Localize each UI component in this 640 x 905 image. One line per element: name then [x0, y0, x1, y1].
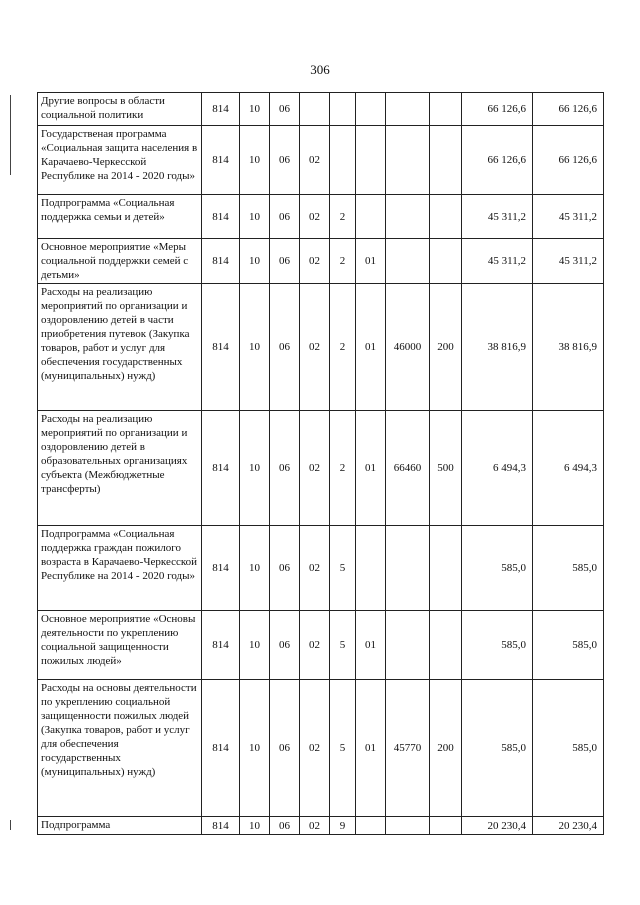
- amount-cell: 45 311,2: [533, 239, 604, 284]
- code-cell: [356, 195, 386, 239]
- amount-cell: 585,0: [462, 611, 533, 680]
- code-cell: 46000: [386, 284, 430, 411]
- amount-cell: 45 311,2: [462, 239, 533, 284]
- code-cell: 814: [202, 284, 240, 411]
- amount-cell: 66 126,6: [533, 126, 604, 195]
- budget-table: [37, 92, 604, 835]
- code-cell: 02: [300, 680, 330, 817]
- code-cell: [430, 126, 462, 195]
- code-cell: 5: [330, 526, 356, 611]
- code-cell: 10: [240, 680, 270, 817]
- amount-cell: 66 126,6: [533, 93, 604, 126]
- code-cell: 814: [202, 126, 240, 195]
- code-cell: [386, 817, 430, 835]
- code-cell: 66460: [386, 411, 430, 526]
- code-cell: 10: [240, 126, 270, 195]
- code-cell: 06: [270, 817, 300, 835]
- code-cell: 500: [430, 411, 462, 526]
- code-cell: 10: [240, 817, 270, 835]
- code-cell: 814: [202, 239, 240, 284]
- code-cell: [386, 239, 430, 284]
- row-name-cell: Подпрограмма «Социальная поддержка граждан пожилого возраста в Карачаево-Черкесской Республике на 2014 - 2020 годы»: [38, 526, 202, 611]
- row-name-cell: Расходы на реализацию мероприятий по организации и оздоровлению детей в части приобретения путевок (Закупка товаров, работ и услуг для обеспечения государственных (муниципальных) нужд): [38, 284, 202, 411]
- amount-cell: 38 816,9: [462, 284, 533, 411]
- code-cell: 02: [300, 526, 330, 611]
- code-cell: 2: [330, 239, 356, 284]
- table-row: [38, 817, 604, 835]
- code-cell: [300, 93, 330, 126]
- amount-cell: 585,0: [462, 680, 533, 817]
- code-cell: 02: [300, 284, 330, 411]
- code-cell: [356, 93, 386, 126]
- margin-line-upper: [10, 95, 11, 175]
- code-cell: 10: [240, 526, 270, 611]
- code-cell: [430, 195, 462, 239]
- code-cell: [386, 195, 430, 239]
- page-number: 306: [310, 62, 330, 77]
- code-cell: 01: [356, 284, 386, 411]
- code-cell: [330, 126, 356, 195]
- code-cell: [356, 526, 386, 611]
- table-row: [38, 126, 604, 195]
- row-name-cell: Подпрограмма «Социальная поддержка семьи и детей»: [38, 195, 202, 239]
- amount-cell: 66 126,6: [462, 126, 533, 195]
- code-cell: 02: [300, 126, 330, 195]
- row-name-cell: Расходы на реализацию мероприятий по организации и оздоровлению детей в образовательных организациях субъекта (Межбюджетные трансферты): [38, 411, 202, 526]
- code-cell: 06: [270, 680, 300, 817]
- code-cell: 10: [240, 195, 270, 239]
- amount-cell: 45 311,2: [462, 195, 533, 239]
- code-cell: 10: [240, 284, 270, 411]
- code-cell: 06: [270, 611, 300, 680]
- code-cell: 10: [240, 411, 270, 526]
- amount-cell: 6 494,3: [533, 411, 604, 526]
- code-cell: 01: [356, 239, 386, 284]
- code-cell: 06: [270, 284, 300, 411]
- amount-cell: 585,0: [462, 526, 533, 611]
- table-row: [38, 284, 604, 411]
- code-cell: 814: [202, 611, 240, 680]
- code-cell: 02: [300, 411, 330, 526]
- code-cell: [430, 526, 462, 611]
- code-cell: 5: [330, 611, 356, 680]
- amount-cell: 38 816,9: [533, 284, 604, 411]
- table-row: [38, 239, 604, 284]
- table-row: [38, 526, 604, 611]
- code-cell: 814: [202, 526, 240, 611]
- code-cell: 9: [330, 817, 356, 835]
- code-cell: 06: [270, 126, 300, 195]
- table-row: [38, 611, 604, 680]
- table-row: [38, 93, 604, 126]
- code-cell: 814: [202, 680, 240, 817]
- code-cell: 01: [356, 411, 386, 526]
- code-cell: [430, 239, 462, 284]
- code-cell: [356, 817, 386, 835]
- code-cell: [386, 526, 430, 611]
- code-cell: 06: [270, 195, 300, 239]
- code-cell: [356, 126, 386, 195]
- code-cell: [430, 611, 462, 680]
- code-cell: 01: [356, 680, 386, 817]
- code-cell: 814: [202, 817, 240, 835]
- code-cell: [330, 93, 356, 126]
- code-cell: 10: [240, 93, 270, 126]
- code-cell: 06: [270, 526, 300, 611]
- table-row: [38, 195, 604, 239]
- code-cell: 10: [240, 239, 270, 284]
- code-cell: 2: [330, 195, 356, 239]
- code-cell: [430, 93, 462, 126]
- code-cell: 2: [330, 284, 356, 411]
- code-cell: 200: [430, 284, 462, 411]
- code-cell: [430, 817, 462, 835]
- code-cell: 02: [300, 611, 330, 680]
- amount-cell: 20 230,4: [533, 817, 604, 835]
- amount-cell: 585,0: [533, 680, 604, 817]
- amount-cell: 66 126,6: [462, 93, 533, 126]
- row-name-cell: Другие вопросы в области социальной политики: [38, 93, 202, 126]
- code-cell: 06: [270, 239, 300, 284]
- row-name-cell: Подпрограмма: [38, 817, 202, 835]
- code-cell: 814: [202, 93, 240, 126]
- code-cell: 814: [202, 195, 240, 239]
- row-name-cell: Расходы на основы деятельности по укреплению социальной защищенности пожилых людей (Закупка товаров, работ и услуг для обеспечения государственных (муниципальных) нужд): [38, 680, 202, 817]
- amount-cell: 20 230,4: [462, 817, 533, 835]
- amount-cell: 585,0: [533, 611, 604, 680]
- code-cell: [386, 126, 430, 195]
- code-cell: 02: [300, 195, 330, 239]
- table-row: [38, 680, 604, 817]
- row-name-cell: Государственая программа «Социальная защита населения в Карачаево-Черкесской Республике на 2014 - 2020 годы»: [38, 126, 202, 195]
- amount-cell: 585,0: [533, 526, 604, 611]
- code-cell: 45770: [386, 680, 430, 817]
- code-cell: 02: [300, 239, 330, 284]
- code-cell: 2: [330, 411, 356, 526]
- code-cell: 06: [270, 93, 300, 126]
- code-cell: 02: [300, 817, 330, 835]
- margin-line-lower: [10, 820, 11, 830]
- code-cell: 200: [430, 680, 462, 817]
- code-cell: 06: [270, 411, 300, 526]
- code-cell: [386, 611, 430, 680]
- row-name-cell: Основное мероприятие «Меры социальной поддержки семей с детьми»: [38, 239, 202, 284]
- code-cell: [386, 93, 430, 126]
- table-row: [38, 411, 604, 526]
- code-cell: 5: [330, 680, 356, 817]
- row-name-cell: Основное мероприятие «Основы деятельности по укреплению социальной защищенности пожилых людей»: [38, 611, 202, 680]
- amount-cell: 6 494,3: [462, 411, 533, 526]
- code-cell: 814: [202, 411, 240, 526]
- code-cell: 10: [240, 611, 270, 680]
- amount-cell: 45 311,2: [533, 195, 604, 239]
- code-cell: 01: [356, 611, 386, 680]
